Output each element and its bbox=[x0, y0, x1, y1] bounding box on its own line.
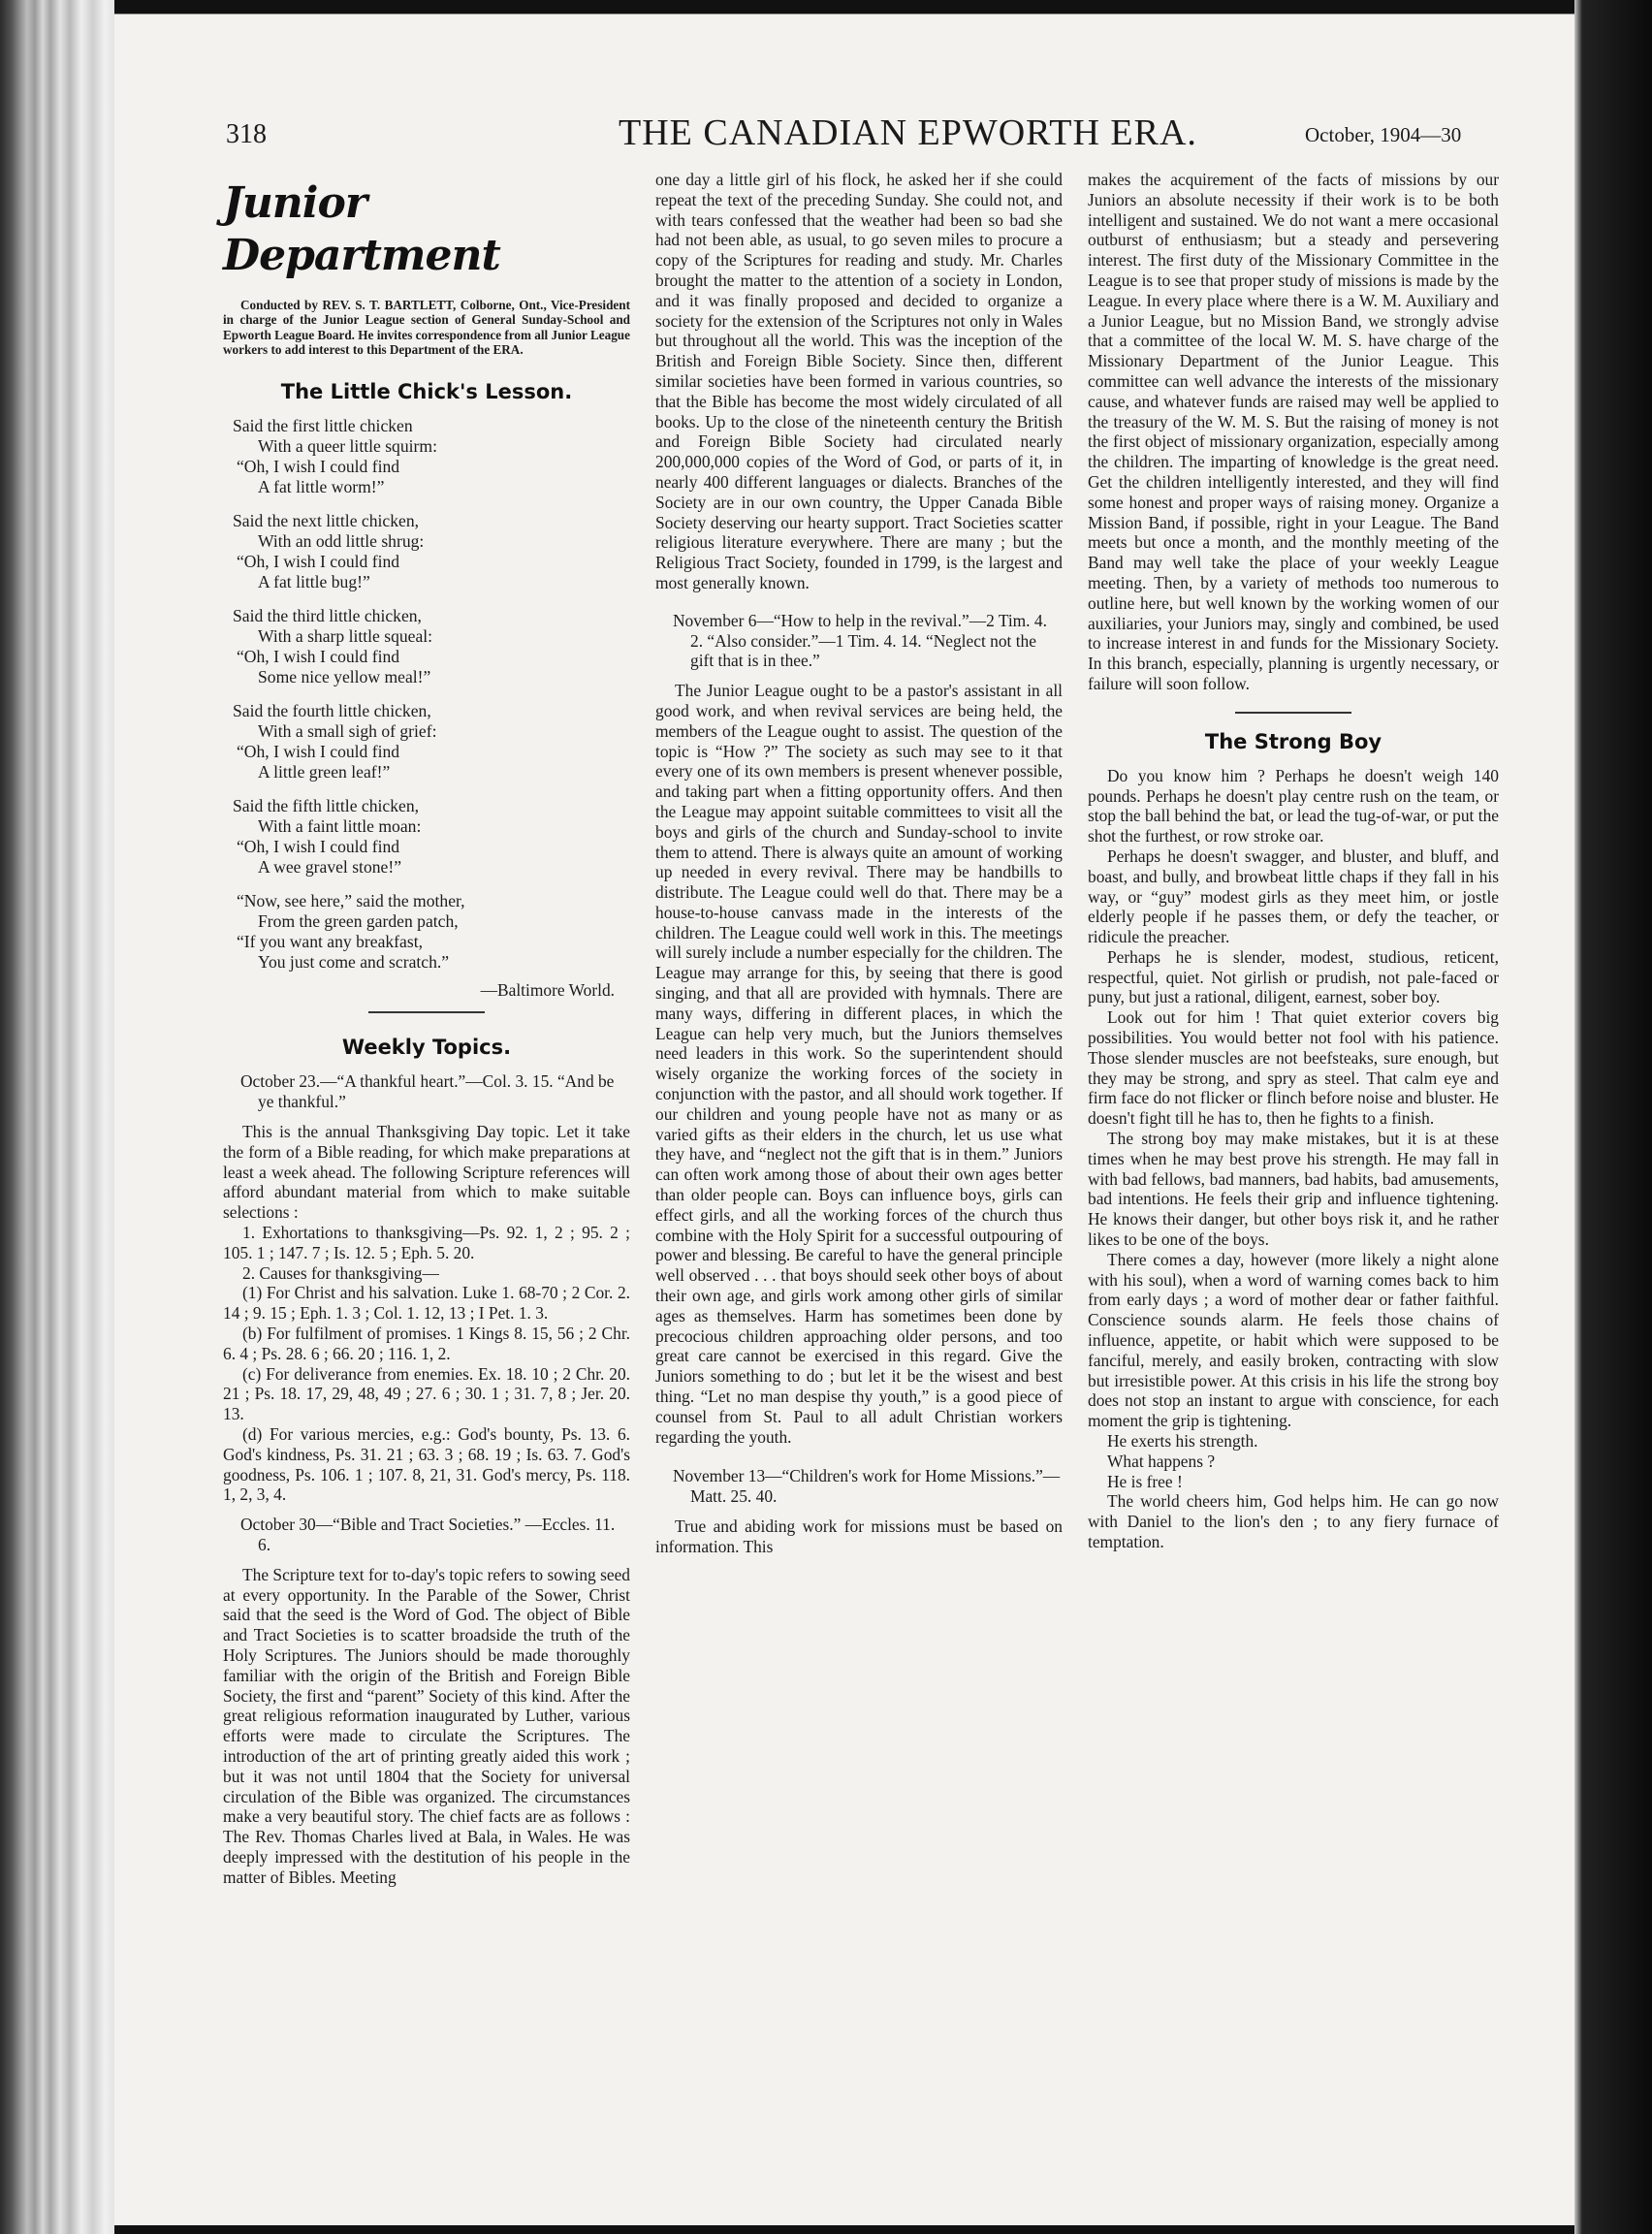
poem-credit: —Baltimore World. bbox=[480, 979, 615, 1000]
poem-line: With a queer little squirm: bbox=[258, 435, 437, 456]
poem-line: “Oh, I wish I could find bbox=[237, 836, 400, 856]
poem-line: You just come and scratch.” bbox=[258, 951, 450, 972]
running-head bbox=[114, 112, 1574, 158]
poem-line: “Oh, I wish I could find bbox=[237, 646, 400, 666]
paragraph: The Scripture text for to-day's topic refers to sowing seed at every opportunity. In the Parable of the Sower, Christ said that the seed is the Word of God. The object of Bible and Tract Societies is to scatter broadside the truth of the Holy Scriptures. The Juniors should be made thoroughly familiar with the origin of the British and Foreign Bible Society, the first and “parent” Society of this kind. After the great religious reformation inaugurated by Luther, various efforts were made to circulate the Scriptures. The introduction of the art of printing greatly aided this work ; but it was not until 1804 that the Society for universal circulation of the Bible was organized. The circumstances make a very beautiful story. The chief facts are as follows : The Rev. Thomas Charles lived at Bala, in Wales. He was deeply impressed with the destitution of his people in the matter of Bibles. Meeting bbox=[223, 1564, 630, 1887]
poem-line: Said the fifth little chicken, bbox=[233, 795, 420, 815]
paragraph: This is the annual Thanksgiving Day topic. Let it take the form of a Bible reading, for which make preparations at least a week ahead. The following Scripture references will afford abundant material from which to make suitable selections : bbox=[223, 1122, 630, 1223]
paragraph: Do you know him ? Perhaps he doesn't weigh 140 pounds. Perhaps he doesn't play centre rush on the team, or stop the ball behind the bat, or lead the tug-of-war, or put the shot the furthest, or row stroke oar. bbox=[1088, 765, 1499, 846]
poem bbox=[223, 416, 630, 1001]
paragraph: The world cheers him, God helps him. He can go now with Daniel to the lion's den ; to any fiery furnace of temptation. bbox=[1088, 1491, 1499, 1551]
poem-line: A fat little worm!” bbox=[258, 476, 385, 496]
poem-line: “Now, see here,” said the mother, bbox=[237, 890, 465, 910]
poem-line: A wee gravel stone!” bbox=[258, 856, 402, 877]
topic-heading: November 13—“Children's work for Home Missions.”—Matt. 25. 40. bbox=[673, 1466, 1061, 1507]
poem-stanza bbox=[233, 606, 630, 687]
paragraph: True and abiding work for missions must be based on information. This bbox=[655, 1516, 1063, 1556]
poem-line: “Oh, I wish I could find bbox=[237, 456, 400, 476]
column-2 bbox=[655, 170, 1063, 1557]
poem-stanza bbox=[233, 891, 630, 973]
topic-heading: October 23.—“A thankful heart.”—Col. 3. 15. “And be ye thankful.” bbox=[240, 1071, 615, 1112]
journal-title: THE CANADIAN EPWORTH ERA. bbox=[619, 112, 1197, 153]
topic-heading: November 6—“How to help in the revival.”—2 Tim. 4. 2. “Also consider.”—1 Tim. 4. 14. “Neglect not the gift that is in thee.” bbox=[673, 610, 1047, 671]
paragraph: The strong boy may make mistakes, but it is at these times when he may best prove his strength. He may fall in with bad fellows, bad manners, bad habits, bad amusements, bad intentions. He feels their grip and influence tightening. He knows their danger, but other boys risk it, and he rather likes to be one of the boys. bbox=[1088, 1129, 1499, 1250]
paragraph: Perhaps he is slender, modest, studious, reticent, respectful, quiet. Not girlish or prudish, not pale-faced or puny, but just a rational, diligent, earnest, sober boy. bbox=[1088, 946, 1499, 1007]
paragraph: makes the acquirement of the facts of missions by our Juniors an absolute necessity if their work is to be both intelligent and sustained. We do not want a mere occasional outburst of enthusiasm; but a steady and persevering interest. The first duty of the Missionary Committee in the League is to see that proper study of missions is made by the League. In every place where there is a W. M. Auxiliary and a Junior League, but no Mission Band, we strongly advise that a committee of the local W. M. S. have charge of the Missionary Department of the Junior League. This committee can well advance the interests of the missionary cause, and whatever funds are raised may well be applied to the treasury of the W. M. S. But the raising of money is not the first object of missionary organization, especially among the children. The imparting of knowledge is the great need. Get the children intelligently interested, and they will find some honest and proper ways of raising money. Organize a Mission Band, if possible, right in your League. The Band meets but once a month, and the monthly meeting of the Band may well take the place of your weekly League meeting. Then, by a variety of methods too numerous to outline here, but well known by the working women of our auxiliaries, your Juniors may, singly and combined, be used to increase interest in and funds for the Missionary Society. In this branch, especially, planning is urgently necessary, or failure will soon follow. bbox=[1088, 170, 1499, 693]
issue-date: October, 1904—30 bbox=[1305, 123, 1462, 146]
paragraph: He exerts his strength. bbox=[1107, 1431, 1258, 1452]
paragraph: What happens ? bbox=[1107, 1451, 1216, 1471]
paragraph: (b) For fulfilment of promises. 1 Kings 8. 15, 56 ; 2 Chr. 6. 4 ; Ps. 28. 6 ; 66. 20 ; 116. 1, 2. bbox=[223, 1323, 630, 1363]
poem-stanza bbox=[233, 796, 630, 878]
poem-stanza bbox=[233, 416, 630, 497]
weekly-topics-heading: Weekly Topics. bbox=[341, 1036, 512, 1060]
department-title: Junior Department bbox=[223, 178, 500, 280]
poem-line: Said the first little chicken bbox=[233, 415, 413, 435]
poem-line: Some nice yellow meal!” bbox=[258, 666, 431, 686]
book-spine bbox=[0, 0, 114, 2234]
strong-boy-heading: The Strong Boy bbox=[1204, 729, 1382, 753]
page-number: 318 bbox=[226, 119, 267, 149]
paragraph: Look out for him ! That quiet exterior covers big possibilities. You would better not fool with his patience. Those slender muscles are not beefsteaks, sure enough, but they may be strong, and spry as steel. That calm eye and firm face do not flicker or flinch before noise and bluster. He doesn't fight till he has to, then he fights to a finish. bbox=[1088, 1007, 1499, 1129]
poem-line: Said the third little chicken, bbox=[233, 605, 422, 625]
conducted-by-note: Conducted by REV. S. T. BARTLETT, Colborne, Ont., Vice-President in charge of the Junior League section of General Sunday-School and Epworth League Board. He invites correspondence from all Junior League workers to add interest to this Department of the ERA. bbox=[223, 298, 630, 358]
section-divider bbox=[1235, 712, 1351, 714]
paragraph: (c) For deliverance from enemies. Ex. 18. 10 ; 2 Chr. 20. 21 ; Ps. 18. 17, 29, 48, 49 ; 27. 6 ; 30. 1 ; 31. 7, 8 ; Jer. 20. 13. bbox=[223, 1363, 630, 1424]
poem-line: “Oh, I wish I could find bbox=[237, 551, 400, 571]
poem-stanza bbox=[233, 701, 630, 782]
right-margin-shadow bbox=[1574, 0, 1652, 2234]
paragraph: He is free ! bbox=[1107, 1471, 1183, 1491]
poem-line: “If you want any breakfast, bbox=[237, 931, 423, 951]
paragraph: (d) For various mercies, e.g.: God's bounty, Ps. 13. 6. God's kindness, Ps. 31. 21 ; 63. 3 ; 68. 19 ; Is. 63. 7. God's goodness, Ps. 106. 1 ; 107. 8, 21, 31. God's mercy, Ps. 118. 1, 2, 3, 4. bbox=[223, 1423, 630, 1505]
paragraph: (1) For Christ and his salvation. Luke 1. 68-70 ; 2 Cor. 2. 14 ; 9. 15 ; Eph. 1. 3 ; Col. 1. 12, 13 ; I Pet. 1. 3. bbox=[223, 1283, 630, 1324]
poem-line: A fat little bug!” bbox=[258, 571, 370, 591]
paragraph: Perhaps he doesn't swagger, and bluster, and bluff, and boast, and bully, and browbeat little chaps if they fall in his way, or “guy” modest girls as they meet him, or jostle elderly people if he passes them, or defy the teacher, or ridicule the preacher. bbox=[1088, 846, 1499, 947]
paragraph: one day a little girl of his flock, he asked her if she could repeat the text of the preceding Sunday. She could not, and with tears confessed that the weather had been so bad she had not been able, as usual, to go seven miles to procure a copy of the Scriptures for reading and study. Mr. Charles brought the matter to the attention of a society in London, and it was finally proposed and decided to organize a society for the extension of the Scriptures not only in Wales but throughout all the world. This was the inception of the British and Foreign Bible Society. Since then, different similar societies have been formed in various countries, so that the Bible has become the most widely circulated of all books. Up to the close of the nineteenth century the British and Foreign Bible Society had circulated nearly 200,000,000 copies of the Word of God, or parts of it, in nearly 400 different languages or dialects. Branches of the Society are in our own country, the Upper Canada Bible Society deserving our hearty support. Tract Societies scatter religious literature everywhere. There are many ; but the Religious Tract Society, founded in 1799, is the largest and most generally known. bbox=[655, 170, 1063, 592]
poem-line: With a sharp little squeal: bbox=[258, 625, 433, 646]
poem-title: The Little Chick's Lesson. bbox=[280, 379, 573, 403]
poem-line: With an odd little shrug: bbox=[258, 530, 425, 551]
column-3 bbox=[1088, 170, 1499, 1552]
paragraph: There comes a day, however (more likely a night alone with his soul), when a word of warning comes back to him from early days ; a word of mother dear or father faithful. Conscience sounds alarm. He feels those chains of influence, appetite, or habit which were supposed to be fanciful, merely, and easily broken, contracting with slow but irresistible power. At this crisis in his life the strong boy does not stop an instant to argue with conscience, for each moment the grip is tightening. bbox=[1088, 1249, 1499, 1431]
poem-line: “Oh, I wish I could find bbox=[237, 741, 400, 761]
paragraph: The Junior League ought to be a pastor's assistant in all good work, and when revival services are being held, the members of the League ought to assist. The question of the topic is “How ?” The society as such may see to it that every one of its own members is present whenever possible, and taking part when a fitting opportunity offers. And then the League may appoint suitable committees to visit all the boys and girls of the church and Sunday-school to invite them to attend. There is always quite an amount of working up needed in every revival. There may be handbills to distribute. The League could well do that. There may be a house-to-house canvass made in the interests of the children. The League could well work in this. The meetings will surely include a number especially for the children. The League may arrange for this, by seeing that there is good singing, and that all are provided with hymnals. There are many ways, differing in different places, in which the League can help very much, but the Juniors themselves need leaders in this work. So the superintendent should wisely organize the working forces of the society in conjunction with the pastor, and all should work together. If our children and young people have not as many or as varied gifts as their elders in the church, let us use what they have, and “neglect not the gift that is in them.” Juniors can often work among those of about their own ages better than older people can. Boys can influence boys, girls can effect girls, and all the working forces of the church thus combine with the Holy Spirit for a successful outpouring of power and blessing. Be careful to have the general principle well observed . . . that boys should seek other boys of about their own age, and girls work among other girls of similar ages as themselves. Harm has sometimes been done by precocious children approaching older persons, and too great care cannot be exercised in this regard. Give the Juniors something to do ; but let it be the wisest and best thing. “Let no man despise thy youth,” is a good piece of counsel from St. Paul to all adult Christian workers regarding the youth. bbox=[655, 681, 1063, 1447]
page bbox=[114, 14, 1574, 2225]
paragraph: 1. Exhortations to thanksgiving—Ps. 92. 1, 2 ; 95. 2 ; 105. 1 ; 147. 7 ; Is. 12. 5 ; Eph. 5. 20. bbox=[223, 1223, 630, 1262]
section-divider bbox=[368, 1011, 485, 1013]
poem-line: With a small sigh of grief: bbox=[258, 720, 437, 741]
paragraph: 2. Causes for thanksgiving— bbox=[242, 1262, 439, 1283]
topic-heading: October 30—“Bible and Tract Societies.” —Eccles. 11. 6. bbox=[240, 1515, 616, 1554]
poem-line: Said the fourth little chicken, bbox=[233, 700, 431, 720]
column-1 bbox=[223, 170, 630, 1888]
poem-line: With a faint little moan: bbox=[258, 815, 422, 836]
poem-line: Said the next little chicken, bbox=[233, 510, 420, 530]
poem-stanza bbox=[233, 511, 630, 592]
poem-line: From the green garden patch, bbox=[258, 910, 459, 931]
poem-line: A little green leaf!” bbox=[258, 761, 391, 782]
